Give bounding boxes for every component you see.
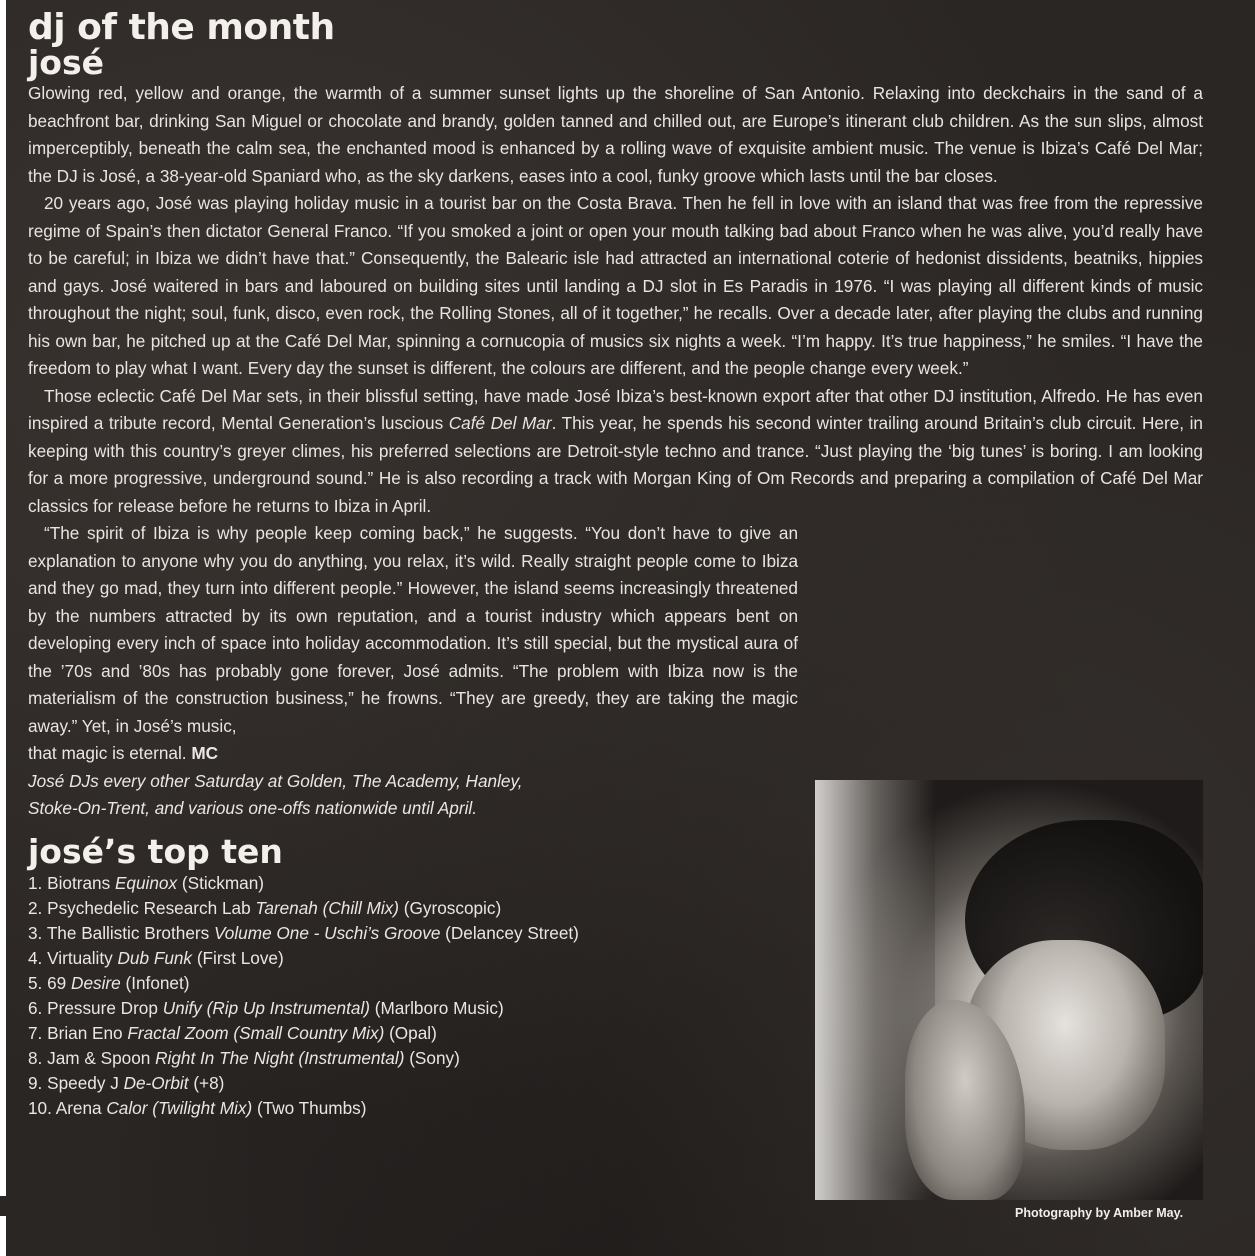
- top-ten-track: Volume One - Uschi’s Groove: [213, 922, 441, 943]
- top-ten-label: (Infonet): [125, 972, 190, 993]
- top-ten-number: 10.: [28, 1097, 52, 1118]
- author-byline: MC: [191, 743, 219, 763]
- top-ten-label: (Delancey Street): [445, 922, 579, 943]
- article-body: [28, 80, 1203, 740]
- top-ten-artist: Speedy J: [47, 1072, 119, 1093]
- top-ten-label: (First Love): [196, 947, 284, 968]
- top-ten-track: Fractal Zoom (Small Country Mix): [127, 1022, 385, 1043]
- closing-line: [28, 740, 1203, 768]
- top-ten-track: Dub Funk: [117, 947, 193, 968]
- top-ten-track: Right In The Night (Instrumental): [155, 1047, 405, 1068]
- closing-text: that magic is eternal.: [28, 743, 192, 763]
- top-ten-label: (+8): [193, 1072, 225, 1093]
- paragraph-3: [28, 383, 1203, 521]
- top-ten-number: 5.: [28, 972, 43, 993]
- top-ten-label: (Marlboro Music): [374, 997, 504, 1018]
- gig-note-line-1: José DJs every other Saturday at Golden, The Academy, Hanley,: [28, 770, 523, 791]
- top-ten-number: 8.: [28, 1047, 43, 1068]
- record-title: Café Del Mar: [448, 413, 552, 433]
- top-ten-track: Desire: [71, 972, 121, 993]
- top-ten-artist: Jam & Spoon: [47, 1047, 151, 1068]
- top-ten-number: 1.: [28, 872, 43, 893]
- top-ten-label: (Two Thumbs): [256, 1097, 367, 1118]
- top-ten-track: Tarenah (Chill Mix): [255, 897, 399, 918]
- photo-caption: Photography by Amber May.: [1015, 1206, 1184, 1220]
- left-margin-rule: [0, 0, 6, 1256]
- top-ten-track: De-Orbit: [123, 1072, 189, 1093]
- paragraph-2: 20 years ago, José was playing holiday music in a tourist bar on the Costa Brava. Then he fell in love with an island that was free from the repressive regime of Spain’s then dictator General Franco. “If you smoked a joint or open your mouth talking bad about Franco when he was alive, you’d really have to be careful; in Ibiza we didn’t have that.” Consequently, the Balearic isle had attracted an international coterie of hedonist dissidents, beatniks, hippies and gays. José waitered in bars and laboured on building sites until landing a DJ slot in Es Paradis in 1976. “I was playing all different kinds of music throughout the night; soul, funk, disco, even rock, the Rolling Stones, all of it together,” he recalls. Over a decade later, after playing the clubs and running his own bar, he pitched up at the Café Del Mar, spinning a cornucopia of musics six nights a week. “I’m happy. It’s true happiness,” he smiles. “I have the freedom to play what I want. Every day the sunset is different, the colours are different, and the people change every week.”: [28, 193, 1203, 378]
- page-title: dj of the month: [28, 7, 335, 48]
- top-ten-label: (Stickman): [181, 872, 265, 893]
- top-ten-number: 3.: [28, 922, 43, 943]
- top-ten-label: (Opal): [389, 1022, 437, 1043]
- dj-photo: [815, 780, 1203, 1200]
- top-ten-artist: The Ballistic Brothers: [46, 922, 210, 943]
- top-ten-artist: Pressure Drop: [47, 997, 158, 1018]
- top-ten-number: 2.: [28, 897, 43, 918]
- top-ten-number: 4.: [28, 947, 43, 968]
- top-ten-artist: Arena: [55, 1097, 102, 1118]
- top-ten-number: 7.: [28, 1022, 43, 1043]
- top-ten-track: Equinox: [114, 872, 178, 893]
- top-ten-heading: josé’s top ten: [28, 831, 283, 871]
- top-ten-number: 6.: [28, 997, 43, 1018]
- top-ten-number: 9.: [28, 1072, 43, 1093]
- top-ten-artist: 69: [47, 972, 67, 993]
- paragraph-3-end: . This year, he spends his second winter trailing around Britain’s club circuit. Here, in keeping with this country’s greyer climes, his preferred selections are Detroit-style techno and trance. “Just playing the ‘big tunes’ is boring. I am looking for a more progressive, underground sound.” He is also recording a track with Morgan King of Om Records and preparing a compilation of Café Del Mar classics for release before he returns to Ibiza in April.: [28, 413, 1203, 516]
- top-ten-artist: Virtuality: [47, 947, 113, 968]
- top-ten-track: Calor (Twilight Mix): [106, 1097, 253, 1118]
- paragraph-4: “The spirit of Ibiza is why people keep coming back,” he suggests. “You don’t have to give an explanation to anyone why you do anything, you relax, it’s wild. Really straight people come to Ibiza and they go mad, they turn into different people.” However, the island seems increasingly threatened by the numbers attracted by its own reputation, and a tourist industry which appears bent on developing every inch of space into holiday accommodation. It’s still special, but the mystical aura of the ’70s and ’80s has probably gone forever, José admits. “The problem with Ibiza now is the materialism of the construction business,” he frowns. “They are greedy, they are taking the magic away.” Yet, in José’s music,: [28, 523, 798, 736]
- top-ten-label: (Gyroscopic): [403, 897, 502, 918]
- top-ten-artist: Biotrans: [47, 872, 111, 893]
- top-ten-track: Unify (Rip Up Instrumental): [162, 997, 370, 1018]
- paragraph-3-start: Those eclectic Café Del Mar sets, in their blissful setting, have made José Ibiza’s best-known export after that other DJ institution, Alfredo. He has even inspired a tribute record, Mental Generation’s luscious: [28, 385, 1203, 433]
- paragraph-1: Glowing red, yellow and orange, the warmth of a summer sunset lights up the shoreline of San Antonio. Relaxing into deckchairs in the sand of a beachfront bar, drinking San Miguel or chocolate and brandy, golden tanned and chilled out, are Europe’s itinerant club children. As the sun slips, almost imperceptibly, beneath the calm sea, the enchanted mood is enhanced by a rolling wave of exquisite ambient music. The venue is Ibiza’s Café Del Mar; the DJ is José, a 38-year-old Spaniard who, as the sky darkens, eases into a cool, funky groove which lasts until the bar closes.: [28, 83, 1203, 186]
- top-ten-artist: Brian Eno: [47, 1022, 123, 1043]
- gig-note-line-2: Stoke-On-Trent, and various one-offs nationwide until April.: [28, 798, 478, 818]
- left-margin-rule-gap: [0, 1196, 6, 1216]
- top-ten-label: (Sony): [409, 1047, 460, 1068]
- top-ten-artist: Psychedelic Research Lab: [47, 897, 251, 918]
- dj-name-heading: josé: [28, 43, 105, 82]
